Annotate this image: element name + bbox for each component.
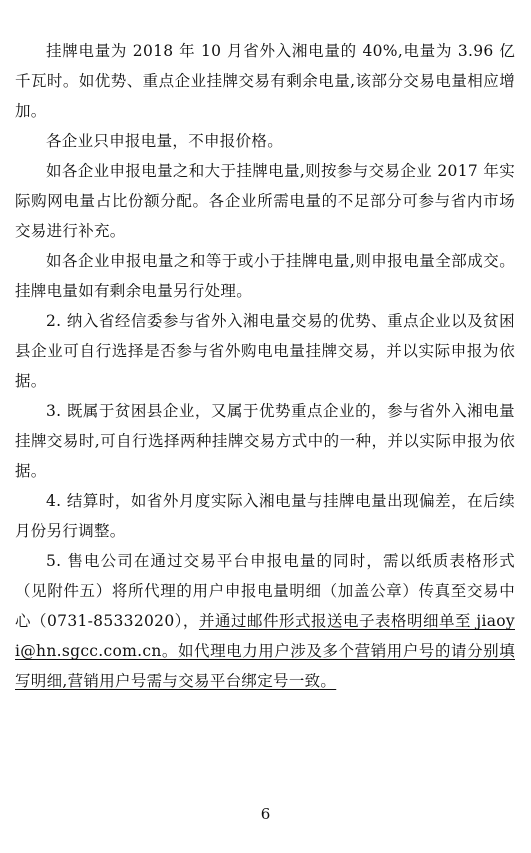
paragraph-listing-volume: 挂牌电量为 2018 年 10 月省外入湘电量的 40%,电量为 3.96 亿千瓦时。如优势、重点企业挂牌交易有剩余电量,该部分交易电量相应增加。 — [15, 42, 515, 120]
paragraph-undersubscribed-settlement: 如各企业申报电量之和等于或小于挂牌电量,则申报电量全部成交。挂牌电量如有剩余电量另行处理。 — [15, 252, 515, 300]
paragraph-oversubscribed-allocation: 如各企业申报电量之和大于挂牌电量,则按参与交易企业 2017 年实际购网电量占比份额分配。各企业所需电量的不足部分可参与省内市场交易进行补充。 — [15, 162, 515, 240]
page-number: 6 — [260, 805, 271, 823]
paragraph-item-3: 3. 既属于贫困县企业，又属于优势重点企业的，参与省外入湘电量挂牌交易时,可自行选择两种挂牌交易方式中的一种，并以实际申报为依据。 — [15, 402, 515, 480]
paragraph-item-5 — [15, 546, 515, 696]
document-body — [15, 36, 515, 696]
paragraph-item-2: 2. 纳入省经信委参与省外入湘电量交易的优势、重点企业以及贫困县企业可自行选择是否参与省外购电电量挂牌交易，并以实际申报为依据。 — [15, 312, 515, 390]
item-5-underlined-text: 并通过邮件形式报送电子表格明细单至 jiaoyi@hn.sgcc.com.cn。如代理电力用户涉及多个营销用户号的请分别填写明细,营销用户号需与交易平台绑定号一致。 — [15, 612, 515, 690]
paragraph-declare-volume-only: 各企业只申报电量，不申报价格。 — [46, 132, 284, 150]
paragraph-item-4: 4. 结算时，如省外月度实际入湘电量与挂牌电量出现偏差，在后续月份另行调整。 — [15, 492, 515, 540]
item-5-plain-text: 5. 售电公司在通过交易平台申报电量的同时，需以纸质表格形式（见附件五）将所代理的用户申报电量明细（加盖公章）传真至交易中心（0731-85332020）， — [15, 552, 515, 630]
